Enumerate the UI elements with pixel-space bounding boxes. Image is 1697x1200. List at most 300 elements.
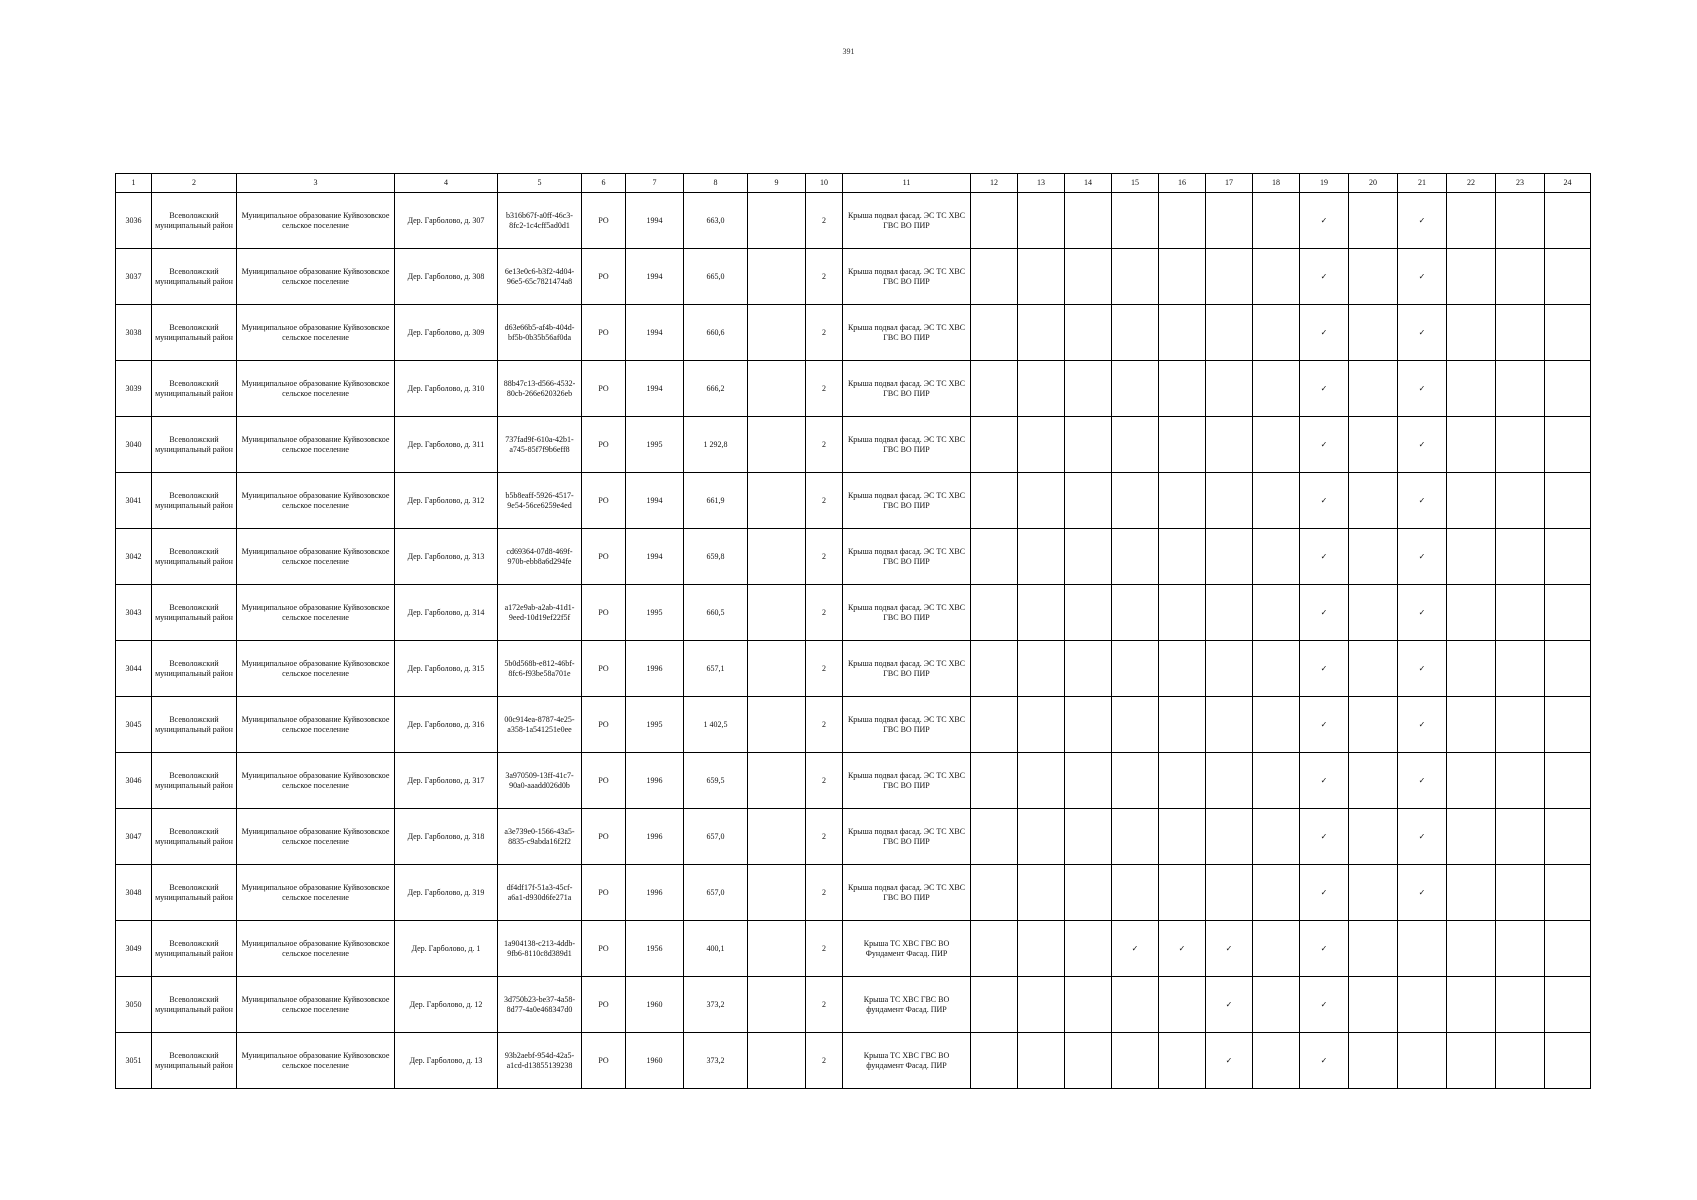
column-header-19: 19 xyxy=(1300,174,1349,193)
empty-cell xyxy=(1112,865,1159,921)
empty-cell xyxy=(1018,1033,1065,1089)
column-header-5: 5 xyxy=(498,174,582,193)
empty-cell xyxy=(1159,249,1206,305)
district-cell: Всеволожский муниципальный район xyxy=(152,193,237,249)
col10-cell: 2 xyxy=(806,529,843,585)
empty-cell xyxy=(1447,865,1496,921)
empty-cell xyxy=(1206,529,1253,585)
column-header-2: 2 xyxy=(152,174,237,193)
empty-cell xyxy=(1206,305,1253,361)
empty-cell xyxy=(1112,305,1159,361)
works-cell: Крыша подвал фасад. ЭС ТС ХВС ГВС ВО ПИР xyxy=(843,809,971,865)
empty-cell xyxy=(1253,361,1300,417)
empty-cell xyxy=(1545,529,1591,585)
empty-cell xyxy=(1545,977,1591,1033)
area-cell: 1 402,5 xyxy=(684,697,748,753)
empty-cell xyxy=(1206,641,1253,697)
check-mark-icon: ✓ xyxy=(1300,417,1349,473)
row-number-cell: 3036 xyxy=(116,193,152,249)
column-header-1: 1 xyxy=(116,174,152,193)
empty-cell xyxy=(1349,921,1398,977)
empty-cell xyxy=(971,417,1018,473)
empty-cell xyxy=(1206,585,1253,641)
building-id-cell: a3e739e0-1566-43a5-8835-c9abda16f2f2 xyxy=(498,809,582,865)
works-cell: Крыша подвал фасад. ЭС ТС ХВС ГВС ВО ПИР xyxy=(843,361,971,417)
empty-cell xyxy=(971,193,1018,249)
district-cell: Всеволожский муниципальный район xyxy=(152,753,237,809)
building-id-cell: 5b0d568b-e812-46bf-8fc6-f93be58a701e xyxy=(498,641,582,697)
district-cell: Всеволожский муниципальный район xyxy=(152,249,237,305)
empty-cell xyxy=(1018,193,1065,249)
table-row xyxy=(116,249,1591,305)
col9-cell xyxy=(748,809,806,865)
col10-cell: 2 xyxy=(806,249,843,305)
col10-cell: 2 xyxy=(806,697,843,753)
year-cell: 1995 xyxy=(626,697,684,753)
check-mark-icon: ✓ xyxy=(1398,641,1447,697)
col9-cell xyxy=(748,305,806,361)
address-cell: Дер. Гарболово, д. 319 xyxy=(395,865,498,921)
table-row xyxy=(116,417,1591,473)
check-mark-icon: ✓ xyxy=(1300,809,1349,865)
empty-cell xyxy=(1253,193,1300,249)
column-header-16: 16 xyxy=(1159,174,1206,193)
year-cell: 1995 xyxy=(626,585,684,641)
check-mark-icon: ✓ xyxy=(1300,1033,1349,1089)
empty-cell xyxy=(1253,753,1300,809)
building-id-cell: 3d750b23-be37-4a58-8d77-4a0e468347d0 xyxy=(498,977,582,1033)
empty-cell xyxy=(1545,305,1591,361)
col9-cell xyxy=(748,697,806,753)
year-cell: 1956 xyxy=(626,921,684,977)
page-number: 391 xyxy=(842,47,855,56)
column-header-8: 8 xyxy=(684,174,748,193)
empty-cell xyxy=(1159,753,1206,809)
fund-form-cell: РО xyxy=(582,753,626,809)
empty-cell xyxy=(1447,1033,1496,1089)
empty-cell xyxy=(1253,921,1300,977)
empty-cell xyxy=(1349,417,1398,473)
building-id-cell: 93b2aebf-954d-42a5-a1cd-d13855139238 xyxy=(498,1033,582,1089)
municipality-cell: Муниципальное образование Куйвозовское сельское поселение xyxy=(237,473,395,529)
column-header-24: 24 xyxy=(1545,174,1591,193)
col10-cell: 2 xyxy=(806,809,843,865)
empty-cell xyxy=(1253,809,1300,865)
works-cell: Крыша ТС ХВС ГВС ВО Фундамент Фасад. ПИР xyxy=(843,921,971,977)
empty-cell xyxy=(1112,641,1159,697)
empty-cell xyxy=(1065,193,1112,249)
empty-cell xyxy=(1018,305,1065,361)
empty-cell xyxy=(1159,585,1206,641)
table-row xyxy=(116,753,1591,809)
municipality-cell: Муниципальное образование Куйвозовское сельское поселение xyxy=(237,193,395,249)
works-cell: Крыша подвал фасад. ЭС ТС ХВС ГВС ВО ПИР xyxy=(843,585,971,641)
empty-cell xyxy=(1018,809,1065,865)
empty-cell xyxy=(1447,529,1496,585)
empty-cell xyxy=(1496,753,1545,809)
check-mark-icon: ✓ xyxy=(1398,417,1447,473)
empty-cell xyxy=(1349,977,1398,1033)
district-cell: Всеволожский муниципальный район xyxy=(152,305,237,361)
address-cell: Дер. Гарболово, д. 314 xyxy=(395,585,498,641)
year-cell: 1994 xyxy=(626,473,684,529)
empty-cell xyxy=(1349,641,1398,697)
area-cell: 659,8 xyxy=(684,529,748,585)
empty-cell xyxy=(1349,249,1398,305)
municipality-cell: Муниципальное образование Куйвозовское сельское поселение xyxy=(237,865,395,921)
col9-cell xyxy=(748,417,806,473)
empty-cell xyxy=(1159,809,1206,865)
works-cell: Крыша ТС ХВС ГВС ВО фундамент Фасад. ПИР xyxy=(843,977,971,1033)
works-cell: Крыша подвал фасад. ЭС ТС ХВС ГВС ВО ПИР xyxy=(843,249,971,305)
fund-form-cell: РО xyxy=(582,865,626,921)
row-number-cell: 3040 xyxy=(116,417,152,473)
empty-cell xyxy=(1112,361,1159,417)
empty-cell xyxy=(1065,249,1112,305)
table-header xyxy=(116,174,1591,193)
col9-cell xyxy=(748,361,806,417)
col10-cell: 2 xyxy=(806,361,843,417)
check-mark-icon: ✓ xyxy=(1300,361,1349,417)
col10-cell: 2 xyxy=(806,865,843,921)
works-cell: Крыша подвал фасад. ЭС ТС ХВС ГВС ВО ПИР xyxy=(843,473,971,529)
municipality-cell: Муниципальное образование Куйвозовское сельское поселение xyxy=(237,697,395,753)
municipality-cell: Муниципальное образование Куйвозовское сельское поселение xyxy=(237,249,395,305)
empty-cell xyxy=(1349,193,1398,249)
empty-cell xyxy=(971,977,1018,1033)
empty-cell xyxy=(1545,417,1591,473)
col10-cell: 2 xyxy=(806,417,843,473)
column-header-17: 17 xyxy=(1206,174,1253,193)
area-cell: 666,2 xyxy=(684,361,748,417)
row-number-cell: 3043 xyxy=(116,585,152,641)
empty-cell xyxy=(1349,361,1398,417)
table-row xyxy=(116,977,1591,1033)
year-cell: 1996 xyxy=(626,865,684,921)
check-mark-icon: ✓ xyxy=(1300,753,1349,809)
column-header-3: 3 xyxy=(237,174,395,193)
municipality-cell: Муниципальное образование Куйвозовское сельское поселение xyxy=(237,417,395,473)
column-header-6: 6 xyxy=(582,174,626,193)
col9-cell xyxy=(748,585,806,641)
fund-form-cell: РО xyxy=(582,529,626,585)
empty-cell xyxy=(1018,417,1065,473)
fund-form-cell: РО xyxy=(582,473,626,529)
empty-cell xyxy=(1253,305,1300,361)
empty-cell xyxy=(1496,697,1545,753)
table-row xyxy=(116,641,1591,697)
empty-cell xyxy=(1545,1033,1591,1089)
empty-cell xyxy=(1349,529,1398,585)
year-cell: 1996 xyxy=(626,809,684,865)
empty-cell xyxy=(1349,753,1398,809)
empty-cell xyxy=(971,921,1018,977)
empty-cell xyxy=(1447,977,1496,1033)
empty-cell xyxy=(1065,641,1112,697)
address-cell: Дер. Гарболово, д. 307 xyxy=(395,193,498,249)
empty-cell xyxy=(1447,641,1496,697)
empty-cell xyxy=(1496,249,1545,305)
fund-form-cell: РО xyxy=(582,193,626,249)
fund-form-cell: РО xyxy=(582,417,626,473)
empty-cell xyxy=(1018,921,1065,977)
year-cell: 1960 xyxy=(626,1033,684,1089)
empty-cell xyxy=(1206,473,1253,529)
empty-cell xyxy=(1018,585,1065,641)
check-mark-icon: ✓ xyxy=(1398,473,1447,529)
row-number-cell: 3051 xyxy=(116,1033,152,1089)
empty-cell xyxy=(1447,753,1496,809)
empty-cell xyxy=(1065,361,1112,417)
empty-cell xyxy=(1349,1033,1398,1089)
fund-form-cell: РО xyxy=(582,305,626,361)
empty-cell xyxy=(1206,361,1253,417)
district-cell: Всеволожский муниципальный район xyxy=(152,417,237,473)
empty-cell xyxy=(1018,249,1065,305)
table-row xyxy=(116,361,1591,417)
empty-cell xyxy=(1065,977,1112,1033)
empty-cell xyxy=(1065,809,1112,865)
works-cell: Крыша подвал фасад. ЭС ТС ХВС ГВС ВО ПИР xyxy=(843,753,971,809)
building-id-cell: 6e13e0c6-b3f2-4d04-96e5-65c7821474a8 xyxy=(498,249,582,305)
address-cell: Дер. Гарболово, д. 316 xyxy=(395,697,498,753)
check-mark-icon: ✓ xyxy=(1300,585,1349,641)
empty-cell xyxy=(1065,921,1112,977)
empty-cell xyxy=(1206,865,1253,921)
empty-cell xyxy=(1253,249,1300,305)
empty-cell xyxy=(1496,1033,1545,1089)
empty-cell xyxy=(1159,305,1206,361)
empty-cell xyxy=(1545,249,1591,305)
district-cell: Всеволожский муниципальный район xyxy=(152,697,237,753)
empty-cell xyxy=(971,305,1018,361)
table-row xyxy=(116,585,1591,641)
empty-cell xyxy=(1349,473,1398,529)
col9-cell xyxy=(748,529,806,585)
building-id-cell: 3a970509-13ff-41c7-90a0-aaadd026d0b xyxy=(498,753,582,809)
empty-cell xyxy=(1349,865,1398,921)
check-mark-icon: ✓ xyxy=(1300,697,1349,753)
building-id-cell: 737fad9f-610a-42b1-a745-85f7f9b6eff8 xyxy=(498,417,582,473)
empty-cell xyxy=(1253,529,1300,585)
empty-cell xyxy=(1496,921,1545,977)
building-id-cell: 1a904138-c213-4ddb-9fb6-8110c8d389d1 xyxy=(498,921,582,977)
fund-form-cell: РО xyxy=(582,809,626,865)
empty-cell xyxy=(1112,977,1159,1033)
empty-cell xyxy=(1496,361,1545,417)
address-cell: Дер. Гарболово, д. 312 xyxy=(395,473,498,529)
col10-cell: 2 xyxy=(806,753,843,809)
empty-cell xyxy=(1065,1033,1112,1089)
area-cell: 660,6 xyxy=(684,305,748,361)
empty-cell xyxy=(1065,585,1112,641)
address-cell: Дер. Гарболово, д. 13 xyxy=(395,1033,498,1089)
works-cell: Крыша подвал фасад. ЭС ТС ХВС ГВС ВО ПИР xyxy=(843,697,971,753)
area-cell: 663,0 xyxy=(684,193,748,249)
empty-cell xyxy=(1159,193,1206,249)
row-number-cell: 3046 xyxy=(116,753,152,809)
empty-cell xyxy=(1206,249,1253,305)
empty-cell xyxy=(1206,417,1253,473)
empty-cell xyxy=(1065,697,1112,753)
area-cell: 1 292,8 xyxy=(684,417,748,473)
check-mark-icon: ✓ xyxy=(1398,361,1447,417)
district-cell: Всеволожский муниципальный район xyxy=(152,1033,237,1089)
year-cell: 1996 xyxy=(626,753,684,809)
table-row xyxy=(116,473,1591,529)
fund-form-cell: РО xyxy=(582,977,626,1033)
empty-cell xyxy=(1253,1033,1300,1089)
check-mark-icon: ✓ xyxy=(1300,921,1349,977)
row-number-cell: 3044 xyxy=(116,641,152,697)
address-cell: Дер. Гарболово, д. 1 xyxy=(395,921,498,977)
empty-cell xyxy=(1349,305,1398,361)
column-header-22: 22 xyxy=(1447,174,1496,193)
empty-cell xyxy=(1112,473,1159,529)
col10-cell: 2 xyxy=(806,921,843,977)
empty-cell xyxy=(1447,417,1496,473)
empty-cell xyxy=(971,585,1018,641)
building-id-cell: 00c914ea-8787-4e25-a358-1a541251e0ee xyxy=(498,697,582,753)
empty-cell xyxy=(1112,1033,1159,1089)
year-cell: 1960 xyxy=(626,977,684,1033)
empty-cell xyxy=(1159,641,1206,697)
empty-cell xyxy=(1159,417,1206,473)
check-mark-icon: ✓ xyxy=(1398,529,1447,585)
check-mark-icon: ✓ xyxy=(1300,305,1349,361)
municipality-cell: Муниципальное образование Куйвозовское сельское поселение xyxy=(237,1033,395,1089)
empty-cell xyxy=(1398,1033,1447,1089)
empty-cell xyxy=(1206,753,1253,809)
empty-cell xyxy=(1159,529,1206,585)
empty-cell xyxy=(1018,641,1065,697)
check-mark-icon: ✓ xyxy=(1398,249,1447,305)
col10-cell: 2 xyxy=(806,193,843,249)
address-cell: Дер. Гарболово, д. 309 xyxy=(395,305,498,361)
empty-cell xyxy=(1159,1033,1206,1089)
row-number-cell: 3037 xyxy=(116,249,152,305)
area-cell: 373,2 xyxy=(684,1033,748,1089)
year-cell: 1994 xyxy=(626,361,684,417)
empty-cell xyxy=(1112,417,1159,473)
empty-cell xyxy=(1496,977,1545,1033)
empty-cell xyxy=(1496,585,1545,641)
empty-cell xyxy=(1018,865,1065,921)
empty-cell xyxy=(1398,977,1447,1033)
empty-cell xyxy=(971,473,1018,529)
empty-cell xyxy=(1447,921,1496,977)
col9-cell xyxy=(748,193,806,249)
col9-cell xyxy=(748,641,806,697)
building-id-cell: df4df17f-51a3-45cf-a6a1-d930d6fe271a xyxy=(498,865,582,921)
check-mark-icon: ✓ xyxy=(1112,921,1159,977)
empty-cell xyxy=(1112,809,1159,865)
area-cell: 373,2 xyxy=(684,977,748,1033)
building-id-cell: d63e66b5-af4b-404d-bf5b-0b35b56af0da xyxy=(498,305,582,361)
col10-cell: 2 xyxy=(806,641,843,697)
table-row xyxy=(116,809,1591,865)
empty-cell xyxy=(1112,585,1159,641)
empty-cell xyxy=(1112,753,1159,809)
col10-cell: 2 xyxy=(806,977,843,1033)
check-mark-icon: ✓ xyxy=(1300,193,1349,249)
table-row xyxy=(116,865,1591,921)
empty-cell xyxy=(1545,865,1591,921)
empty-cell xyxy=(1253,417,1300,473)
table-row xyxy=(116,193,1591,249)
empty-cell xyxy=(971,753,1018,809)
empty-cell xyxy=(1112,697,1159,753)
empty-cell xyxy=(1253,641,1300,697)
district-cell: Всеволожский муниципальный район xyxy=(152,809,237,865)
area-cell: 657,0 xyxy=(684,865,748,921)
address-cell: Дер. Гарболово, д. 12 xyxy=(395,977,498,1033)
empty-cell xyxy=(971,1033,1018,1089)
empty-cell xyxy=(1349,585,1398,641)
col9-cell xyxy=(748,473,806,529)
district-cell: Всеволожский муниципальный район xyxy=(152,473,237,529)
empty-cell xyxy=(971,809,1018,865)
fund-form-cell: РО xyxy=(582,921,626,977)
row-number-cell: 3041 xyxy=(116,473,152,529)
col9-cell xyxy=(748,1033,806,1089)
column-header-21: 21 xyxy=(1398,174,1447,193)
empty-cell xyxy=(1496,193,1545,249)
address-cell: Дер. Гарболово, д. 318 xyxy=(395,809,498,865)
works-cell: Крыша ТС ХВС ГВС ВО фундамент Фасад. ПИР xyxy=(843,1033,971,1089)
fund-form-cell: РО xyxy=(582,1033,626,1089)
column-header-10: 10 xyxy=(806,174,843,193)
empty-cell xyxy=(1206,193,1253,249)
table-row xyxy=(116,697,1591,753)
district-cell: Всеволожский муниципальный район xyxy=(152,865,237,921)
column-header-11: 11 xyxy=(843,174,971,193)
empty-cell xyxy=(1065,865,1112,921)
check-mark-icon: ✓ xyxy=(1300,865,1349,921)
year-cell: 1994 xyxy=(626,249,684,305)
municipality-cell: Муниципальное образование Куйвозовское сельское поселение xyxy=(237,585,395,641)
works-cell: Крыша подвал фасад. ЭС ТС ХВС ГВС ВО ПИР xyxy=(843,305,971,361)
column-header-23: 23 xyxy=(1496,174,1545,193)
municipality-cell: Муниципальное образование Куйвозовское сельское поселение xyxy=(237,529,395,585)
check-mark-icon: ✓ xyxy=(1300,249,1349,305)
row-number-cell: 3039 xyxy=(116,361,152,417)
check-mark-icon: ✓ xyxy=(1159,921,1206,977)
district-cell: Всеволожский муниципальный район xyxy=(152,977,237,1033)
address-cell: Дер. Гарболово, д. 311 xyxy=(395,417,498,473)
empty-cell xyxy=(971,641,1018,697)
municipality-cell: Муниципальное образование Куйвозовское сельское поселение xyxy=(237,809,395,865)
area-cell: 657,1 xyxy=(684,641,748,697)
fund-form-cell: РО xyxy=(582,697,626,753)
empty-cell xyxy=(971,697,1018,753)
year-cell: 1994 xyxy=(626,529,684,585)
works-cell: Крыша подвал фасад. ЭС ТС ХВС ГВС ВО ПИР xyxy=(843,417,971,473)
empty-cell xyxy=(1545,641,1591,697)
year-cell: 1994 xyxy=(626,305,684,361)
empty-cell xyxy=(1545,697,1591,753)
empty-cell xyxy=(1018,473,1065,529)
fund-form-cell: РО xyxy=(582,585,626,641)
district-cell: Всеволожский муниципальный район xyxy=(152,361,237,417)
area-cell: 400,1 xyxy=(684,921,748,977)
col10-cell: 2 xyxy=(806,585,843,641)
empty-cell xyxy=(1018,529,1065,585)
works-cell: Крыша подвал фасад. ЭС ТС ХВС ГВС ВО ПИР xyxy=(843,193,971,249)
year-cell: 1994 xyxy=(626,193,684,249)
empty-cell xyxy=(1018,361,1065,417)
area-cell: 660,5 xyxy=(684,585,748,641)
